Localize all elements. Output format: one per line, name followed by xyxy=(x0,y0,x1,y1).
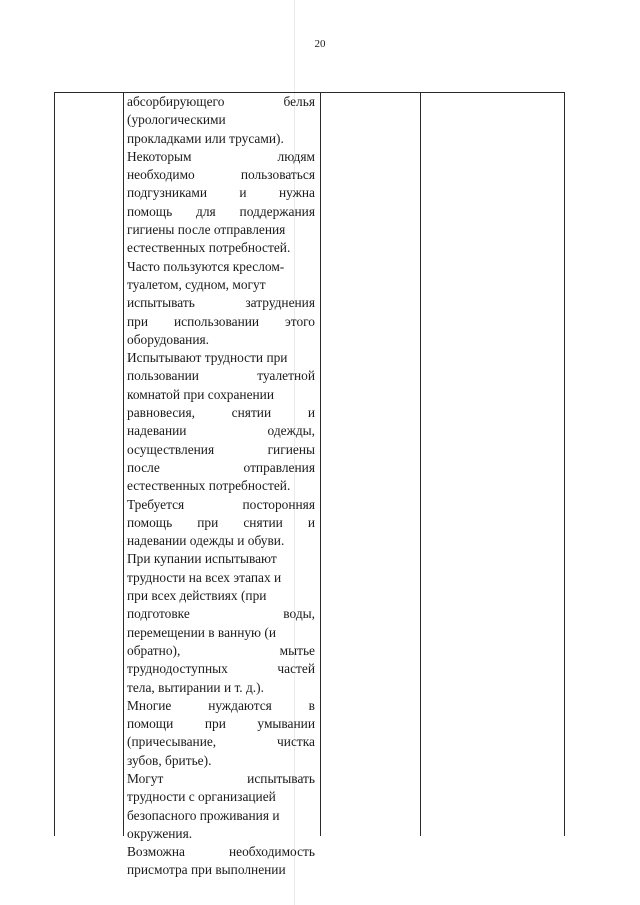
text-word: затруднения xyxy=(245,295,315,311)
text-word: Некоторым xyxy=(127,148,192,164)
text-word: перемещении в ванную (и xyxy=(127,624,277,640)
text-line xyxy=(127,276,315,294)
text-word: снятии xyxy=(243,514,283,530)
text-word: гигиены xyxy=(267,441,315,457)
text-line xyxy=(127,477,315,495)
text-word: посторонняя xyxy=(242,496,315,512)
text-line xyxy=(127,807,315,825)
text-word: надевании одежды и обуви. xyxy=(127,533,285,549)
text-word: Могут xyxy=(127,770,164,786)
text-line xyxy=(127,93,315,111)
text-word: помощь xyxy=(127,203,173,219)
text-word: отправления xyxy=(243,459,315,475)
text-line xyxy=(127,148,315,166)
text-word: мытье xyxy=(279,642,315,658)
text-word: осуществления xyxy=(127,441,215,457)
text-word: надевании xyxy=(127,423,187,439)
text-line xyxy=(127,349,315,367)
text-word: при xyxy=(204,716,226,732)
text-line xyxy=(127,166,315,184)
text-line xyxy=(127,861,315,879)
text-word: при всех действиях (при xyxy=(127,588,267,604)
text-line xyxy=(127,294,315,312)
text-line xyxy=(127,367,315,385)
text-word: Испытывают трудности при xyxy=(127,350,288,366)
text-word: испытывать xyxy=(247,770,315,786)
table-column-divider xyxy=(123,93,124,836)
text-word: гигиены после отправления xyxy=(127,222,286,238)
text-word: комнатой при сохранении xyxy=(127,386,275,402)
table-column-divider xyxy=(320,93,321,836)
text-line xyxy=(127,239,315,257)
text-word: Многие xyxy=(127,697,172,713)
text-word: естественных потребностей. xyxy=(127,478,291,494)
text-word: при xyxy=(197,514,219,530)
text-line xyxy=(127,459,315,477)
text-line xyxy=(127,111,315,129)
text-word: абсорбирующего xyxy=(127,94,225,109)
text-line xyxy=(127,258,315,276)
text-word: белья xyxy=(283,94,315,109)
text-word: безопасного проживания и xyxy=(127,807,280,823)
text-word: пользоваться xyxy=(240,167,315,183)
text-line xyxy=(127,331,315,349)
text-word: присмотра при выполнении xyxy=(127,862,286,878)
text-word: после xyxy=(127,459,160,475)
text-line xyxy=(127,532,315,550)
text-word: людям xyxy=(277,148,315,164)
text-word: частей xyxy=(277,661,315,677)
text-word: окружения. xyxy=(127,825,193,841)
text-word: туалетной xyxy=(257,368,315,384)
text-line xyxy=(127,422,315,440)
text-word: оборудования. xyxy=(127,331,210,347)
text-word: трудности с организацией xyxy=(127,789,276,805)
text-line xyxy=(127,624,315,642)
text-word: этого xyxy=(285,313,315,329)
text-word: равновесия, xyxy=(127,405,195,421)
text-line xyxy=(127,752,315,770)
text-line xyxy=(127,569,315,587)
text-line xyxy=(127,184,315,202)
text-word: туалетом, судном, могут xyxy=(127,276,266,292)
text-word: обратно), xyxy=(127,642,181,658)
text-word: (причесывание, xyxy=(127,734,217,750)
table-cell-description xyxy=(127,93,315,880)
text-line xyxy=(127,642,315,660)
text-line xyxy=(127,496,315,514)
text-line xyxy=(127,514,315,532)
text-line xyxy=(127,679,315,697)
text-word: снятии xyxy=(231,405,272,421)
text-line xyxy=(127,221,315,239)
text-word: одежды, xyxy=(267,423,315,439)
text-word: помощи xyxy=(127,716,174,732)
text-line xyxy=(127,130,315,148)
text-word: помощь xyxy=(127,514,173,530)
text-word: труднодоступных xyxy=(127,661,228,677)
text-word: (урологическими xyxy=(127,112,226,128)
text-line xyxy=(127,550,315,568)
text-word: и xyxy=(307,514,315,530)
text-word: чистка xyxy=(277,734,315,750)
table-column-divider xyxy=(420,93,421,836)
text-line xyxy=(127,386,315,404)
text-word: зубов, бритье). xyxy=(127,752,212,768)
text-word: Требуется xyxy=(127,496,185,512)
text-word: трудности на всех этапах и xyxy=(127,569,282,585)
text-line xyxy=(127,697,315,715)
text-word: При купании испытывают xyxy=(127,551,277,567)
text-word: умывании xyxy=(257,716,315,732)
text-line xyxy=(127,605,315,623)
text-line xyxy=(127,843,315,861)
text-word: нужна xyxy=(278,185,315,201)
text-word: Возможна xyxy=(127,844,185,860)
text-word: необходимо xyxy=(127,167,195,183)
text-word: использовании xyxy=(173,313,260,329)
text-word: естественных потребностей. xyxy=(127,240,291,256)
text-line xyxy=(127,733,315,751)
text-word: подгузниками xyxy=(127,185,207,201)
text-word: испытывать xyxy=(127,295,195,311)
text-line xyxy=(127,313,315,331)
text-line xyxy=(127,770,315,788)
text-word: прокладками или трусами). xyxy=(127,130,284,146)
text-word: нуждаются xyxy=(208,697,272,713)
text-word: для xyxy=(196,203,216,219)
text-word: в xyxy=(308,697,315,713)
text-word: при xyxy=(127,313,149,329)
text-line xyxy=(127,441,315,459)
text-word: поддержания xyxy=(239,203,315,219)
text-line xyxy=(127,587,315,605)
text-line xyxy=(127,788,315,806)
text-line xyxy=(127,404,315,422)
text-word: необходимость xyxy=(229,844,315,860)
text-line xyxy=(127,660,315,678)
text-word: тела, вытирании и т. д.). xyxy=(127,679,264,695)
text-line xyxy=(127,825,315,843)
text-word: Часто пользуются креслом- xyxy=(127,258,285,274)
text-line xyxy=(127,203,315,221)
text-word: подготовке xyxy=(127,606,190,622)
text-line xyxy=(127,715,315,733)
text-word: и xyxy=(307,405,315,421)
text-word: пользовании xyxy=(127,368,199,384)
text-word: и xyxy=(239,185,247,201)
page-number: 20 xyxy=(314,38,326,50)
text-word: воды, xyxy=(283,606,315,622)
